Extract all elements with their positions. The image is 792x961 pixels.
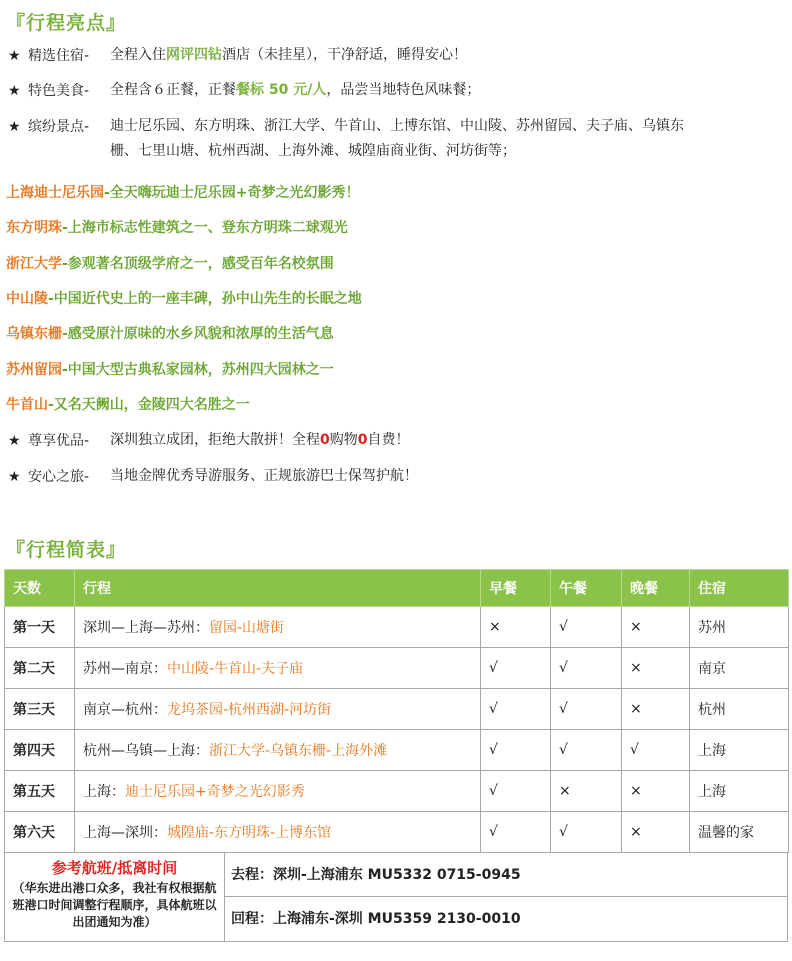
highlight-premium <box>8 430 89 452</box>
table-row <box>5 771 789 812</box>
table-row <box>5 648 789 689</box>
feature-disney: 上海迪士尼乐园-全天嗨玩迪士尼乐园+奇梦之光幻影秀！ <box>6 185 360 201</box>
header-day: 天数 <box>5 570 75 607</box>
day-cell: 第一天 <box>5 607 75 648</box>
breakfast-cell: √ <box>481 812 551 853</box>
feature-wuzhen: 乌镇东栅-感受原汁原味的水乡风貌和浓厚的生活气息 <box>6 326 334 342</box>
dinner-cell: × <box>622 648 690 689</box>
dinner-cell: × <box>622 689 690 730</box>
route-cell: 杭州—乌镇—上海：浙江大学-乌镇东栅-上海外滩 <box>75 730 481 771</box>
highlight-food-text: 全程含６正餐，正餐餐标 50 元/人，品尝当地特色风味餐； <box>110 82 481 98</box>
highlight-label: 特色美食- <box>28 83 90 99</box>
day-cell: 第五天 <box>5 771 75 812</box>
dinner-cell: × <box>622 607 690 648</box>
highlight-label: 尊享优品- <box>28 433 90 449</box>
header-hotel: 住宿 <box>690 570 789 607</box>
breakfast-cell: √ <box>481 730 551 771</box>
table-row <box>5 812 789 853</box>
highlight-sights-text: 迪士尼乐园、东方明珠、浙江大学、牛首山、上博东馆、中山陵、苏州留园、夫子庙、乌镇东 栅、七里山塘、杭州西湖、上海外滩、城隍庙商业街、河坊街等； <box>110 118 684 159</box>
lunch-cell: √ <box>551 730 622 771</box>
feature-niushou: 牛首山-又名天阙山，金陵四大名胜之一 <box>6 397 250 413</box>
highlight-label: 精选住宿- <box>28 48 90 64</box>
header-dinner: 晚餐 <box>622 570 690 607</box>
hotel-cell: 苏州 <box>690 607 789 648</box>
feature-zhongshan: 中山陵-中国近代史上的一座丰碑，孙中山先生的长眠之地 <box>6 291 362 307</box>
dinner-cell: × <box>622 812 690 853</box>
breakfast-cell: √ <box>481 648 551 689</box>
route-cell: 上海—深圳：城隍庙-东方明珠-上博东馆 <box>75 812 481 853</box>
lunch-cell: √ <box>551 607 622 648</box>
lunch-cell: √ <box>551 689 622 730</box>
hotel-cell: 上海 <box>690 771 789 812</box>
highlight-lodging <box>8 45 89 67</box>
day-cell: 第六天 <box>5 812 75 853</box>
schedule-title: 『行程简表』 <box>6 539 127 561</box>
feature-liuyuan: 苏州留园-中国大型古典私家园林，苏州四大园林之一 <box>6 362 334 378</box>
flight-note-cell <box>5 853 225 941</box>
highlight-premium-text: 深圳独立成团，拒绝大散拼！全程0购物0自费！ <box>110 432 410 448</box>
dinner-cell: √ <box>622 730 690 771</box>
table-row <box>5 607 789 648</box>
day-cell: 第二天 <box>5 648 75 689</box>
highlight-food <box>8 80 89 102</box>
header-route: 行程 <box>75 570 481 607</box>
highlight-sights <box>8 116 89 138</box>
hotel-cell: 南京 <box>690 648 789 689</box>
breakfast-cell: √ <box>481 771 551 812</box>
day-cell: 第三天 <box>5 689 75 730</box>
schedule-header-row <box>5 570 789 607</box>
feature-zju: 浙江大学-参观著名顶级学府之一，感受百年名校氛围 <box>6 256 334 272</box>
highlights-title: 『行程亮点』 <box>6 12 127 34</box>
breakfast-cell: × <box>481 607 551 648</box>
route-cell: 深圳—上海—苏州：留园-山塘街 <box>75 607 481 648</box>
highlight-safety <box>8 466 89 488</box>
header-lunch: 午餐 <box>551 570 622 607</box>
flight-outbound: 去程：深圳-上海浦东 MU5332 0715-0945 <box>225 853 787 897</box>
lunch-cell: √ <box>551 648 622 689</box>
star-icon: ★ <box>8 48 21 64</box>
hotel-cell: 杭州 <box>690 689 789 730</box>
dinner-cell: × <box>622 771 690 812</box>
breakfast-cell: √ <box>481 689 551 730</box>
route-cell: 南京—杭州：龙坞茶园-杭州西湖-河坊街 <box>75 689 481 730</box>
lunch-cell: √ <box>551 812 622 853</box>
highlight-safety-text: 当地金牌优秀导游服务、正规旅游巴士保驾护航！ <box>110 468 418 484</box>
flight-note: （华东进出港口众多，我社有权根据航班港口时间调整行程顺序，具体航班以出团通知为准） <box>12 881 217 929</box>
day-cell: 第四天 <box>5 730 75 771</box>
route-cell: 上海：迪士尼乐园+奇梦之光幻影秀 <box>75 771 481 812</box>
schedule-table <box>4 569 789 853</box>
highlight-label: 安心之旅- <box>28 469 90 485</box>
star-icon: ★ <box>8 83 21 99</box>
star-icon: ★ <box>8 433 21 449</box>
header-breakfast: 早餐 <box>481 570 551 607</box>
highlight-label: 缤纷景点- <box>28 119 90 135</box>
hotel-cell: 温馨的家 <box>690 812 789 853</box>
feature-pearl-tower: 东方明珠-上海市标志性建筑之一、登东方明珠二球观光 <box>6 220 348 236</box>
route-cell: 苏州—南京：中山陵-牛首山-夫子庙 <box>75 648 481 689</box>
table-row <box>5 730 789 771</box>
flight-info <box>4 852 788 942</box>
flight-return: 回程：上海浦东-深圳 MU5359 2130-0010 <box>231 911 521 927</box>
hotel-cell: 上海 <box>690 730 789 771</box>
lunch-cell: × <box>551 771 622 812</box>
star-icon: ★ <box>8 119 21 135</box>
star-icon: ★ <box>8 469 21 485</box>
table-row <box>5 689 789 730</box>
highlight-lodging-text: 全程入住网评四钻酒店（未挂星），干净舒适，睡得安心！ <box>110 47 467 63</box>
flight-title: 参考航班/抵离时间 <box>51 859 178 877</box>
